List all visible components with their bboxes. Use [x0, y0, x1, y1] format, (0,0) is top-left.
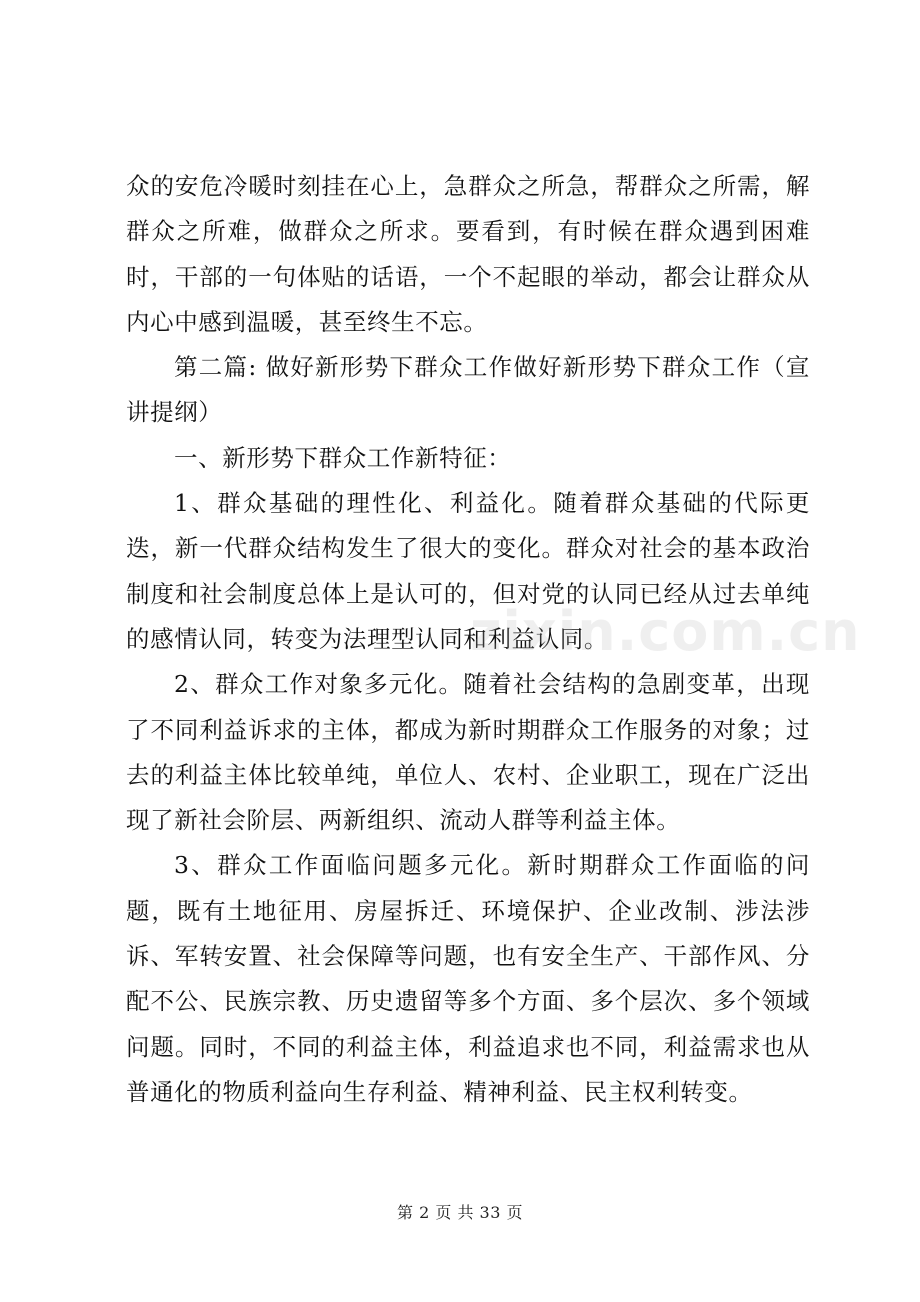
paragraph-1: 众的安危冷暖时刻挂在心上，急群众之所急，帮群众之所需，解群众之所难，做群众之所求。要看到，有时候在群众遇到困难时，干部的一句体贴的话语，一个不起眼的举动，都会让群众从内心中感到温暖，甚至终生不忘。	[126, 172, 810, 336]
paragraph-3-section-heading: 一、新形势下群众工作新特征：	[174, 443, 512, 472]
watermark: zixin.com.cn	[470, 600, 861, 663]
paragraph-2-heading: 第二篇: 做好新形势下群众工作做好新形势下群众工作（宣讲提纲）	[126, 353, 810, 427]
paragraph-6: 3、群众工作面临问题多元化。新时期群众工作面临的问题，既有土地征用、房屋拆迁、环境保护、企业改制、涉法涉诉、军转安置、社会保障等问题，也有安全生产、干部作风、分配不公、民族宗教、历史遗留等多个方面、多个层次、多个领域问题。同时，不同的利益主体，利益追求也不同，利益需求也从普通化的物质利益向生存利益、精神利益、民主权利转变。	[126, 851, 810, 1106]
paragraph-4: 1、群众基础的理性化、利益化。随着群众基础的代际更迭，新一代群众结构发生了很大的变化。群众对社会的基本政治制度和社会制度总体上是认可的，但对党的认同已经从过去单纯的感情认同，转变为法理型认同和利益认同。	[126, 489, 810, 653]
paragraph-5: 2、群众工作对象多元化。随着社会结构的急剧变革，出现了不同利益诉求的主体，都成为新时期群众工作服务的对象；过去的利益主体比较单纯，单位人、农村、企业职工，现在广泛出现了新社会阶层、两新组织、流动人群等利益主体。	[126, 670, 810, 835]
page-number-footer: 第 2 页 共 33 页	[397, 1203, 523, 1222]
document-body	[126, 164, 810, 1115]
